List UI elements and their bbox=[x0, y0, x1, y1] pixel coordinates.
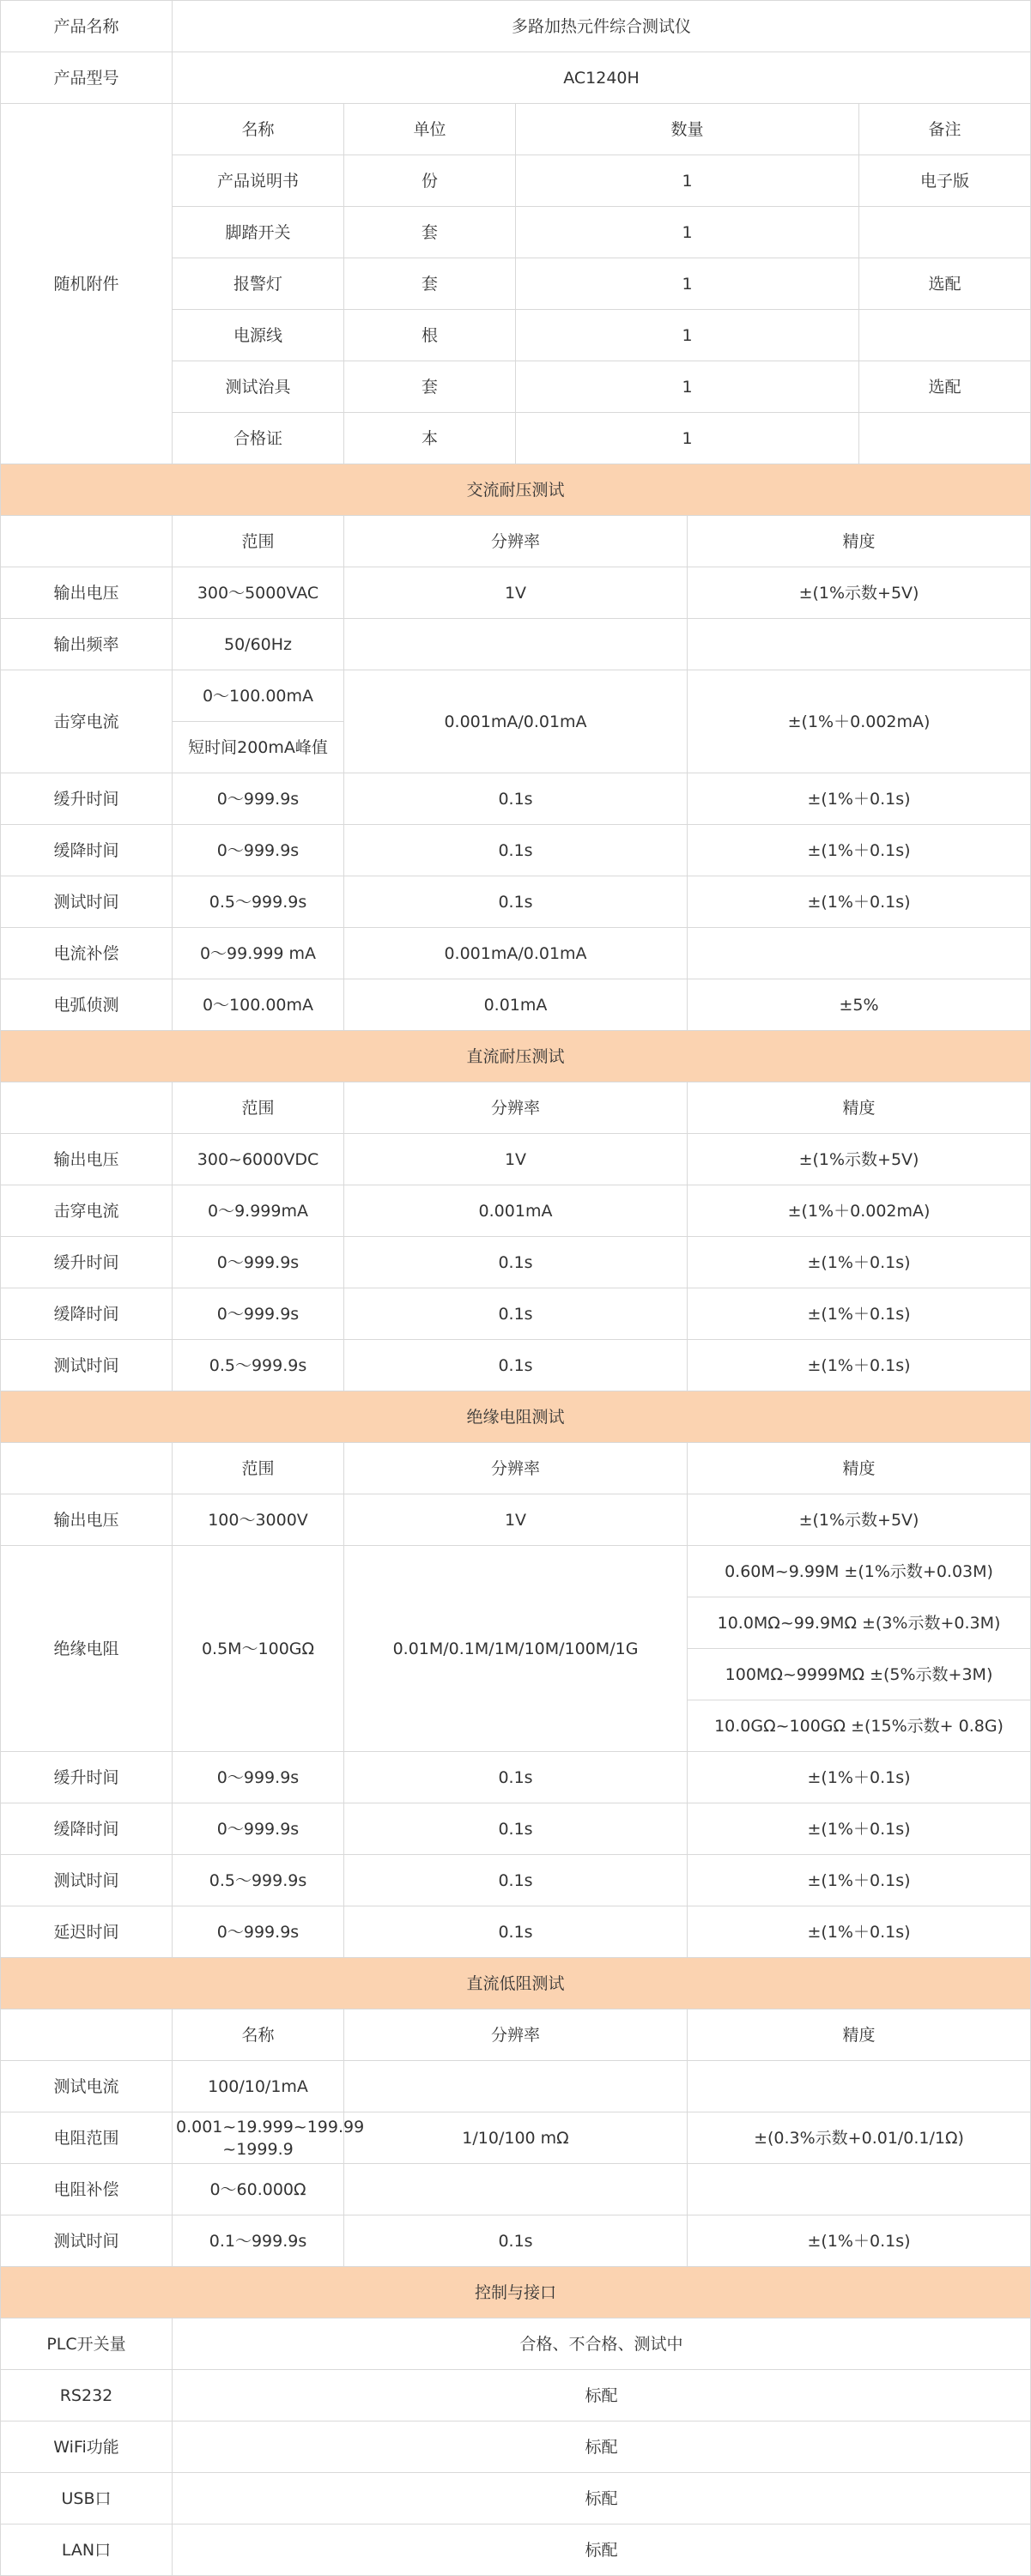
cell: 0～999.9s bbox=[173, 1288, 344, 1340]
cell: 标配 bbox=[173, 2370, 1031, 2421]
cell: 300~6000VDC bbox=[173, 1134, 344, 1185]
cell: 0.1s bbox=[344, 825, 688, 876]
cell: 10.0GΩ~100GΩ ±(15%示数+ 0.8G) bbox=[688, 1700, 1031, 1752]
table-row bbox=[1, 1546, 1031, 1597]
row-label: 输出电压 bbox=[1, 567, 173, 619]
row-label: USB口 bbox=[1, 2473, 173, 2524]
row-label: 输出频率 bbox=[1, 619, 173, 670]
column-header-row bbox=[1, 2009, 1031, 2061]
section-header-control bbox=[1, 2267, 1031, 2318]
cell: 0～100.00mA bbox=[173, 979, 344, 1031]
cell bbox=[1, 2009, 173, 2061]
cell: 报警灯 bbox=[173, 258, 344, 310]
cell bbox=[859, 207, 1031, 258]
cell: 标配 bbox=[173, 2524, 1031, 2576]
cell: ±(1%＋0.1s) bbox=[688, 1752, 1031, 1803]
section-header-dc-low-resistance bbox=[1, 1958, 1031, 2009]
cell: 套 bbox=[344, 361, 516, 413]
cell: 0.5M～100GΩ bbox=[173, 1546, 344, 1752]
row-label: WiFi功能 bbox=[1, 2421, 173, 2473]
cell: 短时间200mA峰值 bbox=[173, 722, 344, 773]
row-label: 测试时间 bbox=[1, 1340, 173, 1391]
row-label: 电流补偿 bbox=[1, 928, 173, 979]
cell: 0～999.9s bbox=[173, 825, 344, 876]
row-label: 输出电压 bbox=[1, 1134, 173, 1185]
cell: 1 bbox=[516, 155, 859, 207]
cell bbox=[344, 2061, 688, 2112]
table-row bbox=[1, 2112, 1031, 2164]
cell: 0.1s bbox=[344, 1237, 688, 1288]
product-name-row bbox=[1, 1, 1031, 52]
range-line: ~1999.9 bbox=[222, 2139, 294, 2159]
cell: 100～3000V bbox=[173, 1494, 344, 1546]
cell: ±(1%＋0.1s) bbox=[688, 1803, 1031, 1855]
row-label: 击穿电流 bbox=[1, 670, 173, 773]
cell: 0.001mA/0.01mA bbox=[344, 928, 688, 979]
cell: 0～999.9s bbox=[173, 1237, 344, 1288]
table-row bbox=[1, 2318, 1031, 2370]
cell: 根 bbox=[344, 310, 516, 361]
table-row bbox=[1, 1134, 1031, 1185]
table-row bbox=[1, 1494, 1031, 1546]
cell: ±(1%示数+5V) bbox=[688, 567, 1031, 619]
cell bbox=[859, 310, 1031, 361]
cell: 1 bbox=[516, 258, 859, 310]
cell: 0.1～999.9s bbox=[173, 2215, 344, 2267]
section-title: 控制与接口 bbox=[1, 2267, 1031, 2318]
cell: 1V bbox=[344, 1134, 688, 1185]
cell: 50/60Hz bbox=[173, 619, 344, 670]
column-header: 名称 bbox=[173, 104, 344, 155]
cell: ±(1%＋0.1s) bbox=[688, 773, 1031, 825]
table-row bbox=[1, 928, 1031, 979]
cell bbox=[173, 2112, 365, 2164]
cell: 0～999.9s bbox=[173, 1906, 344, 1958]
cell: ±5% bbox=[688, 979, 1031, 1031]
row-label: 绝缘电阻 bbox=[1, 1546, 173, 1752]
cell bbox=[344, 2164, 688, 2215]
cell bbox=[688, 928, 1031, 979]
row-label: 电阻范围 bbox=[1, 2112, 173, 2164]
row-label: 产品型号 bbox=[1, 52, 173, 104]
cell bbox=[1, 1443, 173, 1494]
cell: 300～5000VAC bbox=[173, 567, 344, 619]
cell: 0.5～999.9s bbox=[173, 876, 344, 928]
row-label: 缓升时间 bbox=[1, 773, 173, 825]
product-model-row bbox=[1, 52, 1031, 104]
row-label: 击穿电流 bbox=[1, 1185, 173, 1237]
column-header: 单位 bbox=[344, 104, 516, 155]
cell: 套 bbox=[344, 207, 516, 258]
table-row bbox=[1, 1185, 1031, 1237]
cell bbox=[688, 2164, 1031, 2215]
column-header: 精度 bbox=[688, 2009, 1031, 2061]
cell: ±(1%＋0.1s) bbox=[688, 1288, 1031, 1340]
cell: 0～999.9s bbox=[173, 773, 344, 825]
table-row bbox=[1, 2164, 1031, 2215]
cell: 脚踏开关 bbox=[173, 207, 344, 258]
cell: ±(1%＋0.1s) bbox=[688, 876, 1031, 928]
column-header: 数量 bbox=[516, 104, 859, 155]
section-title: 绝缘电阻测试 bbox=[1, 1391, 1031, 1443]
column-header-row bbox=[1, 1082, 1031, 1134]
section-title: 交流耐压测试 bbox=[1, 464, 1031, 516]
table-row bbox=[1, 1340, 1031, 1391]
row-label: 测试电流 bbox=[1, 2061, 173, 2112]
table-row bbox=[1, 2370, 1031, 2421]
row-label: 延迟时间 bbox=[1, 1906, 173, 1958]
cell: 合格证 bbox=[173, 413, 344, 464]
row-label: 缓升时间 bbox=[1, 1237, 173, 1288]
column-header: 分辨率 bbox=[344, 1082, 688, 1134]
product-name: 多路加热元件综合测试仪 bbox=[173, 1, 1031, 52]
cell: 0.1s bbox=[344, 876, 688, 928]
cell bbox=[688, 619, 1031, 670]
cell: 0～999.9s bbox=[173, 1803, 344, 1855]
cell: 1V bbox=[344, 1494, 688, 1546]
cell: 0～9.999mA bbox=[173, 1185, 344, 1237]
column-header: 分辨率 bbox=[344, 1443, 688, 1494]
table-row bbox=[1, 567, 1031, 619]
section-header-insulation bbox=[1, 1391, 1031, 1443]
column-header: 名称 bbox=[173, 2009, 344, 2061]
cell: ±(1%＋0.1s) bbox=[688, 1237, 1031, 1288]
cell: 0～100.00mA bbox=[173, 670, 344, 722]
column-header: 范围 bbox=[173, 516, 344, 567]
column-header-row bbox=[1, 1443, 1031, 1494]
table-row bbox=[1, 979, 1031, 1031]
cell: 0.01mA bbox=[344, 979, 688, 1031]
column-header: 范围 bbox=[173, 1082, 344, 1134]
cell: 测试治具 bbox=[173, 361, 344, 413]
cell bbox=[1, 1082, 173, 1134]
accessories-label: 随机附件 bbox=[1, 104, 173, 464]
column-header: 分辨率 bbox=[344, 2009, 688, 2061]
cell: ±(1%＋0.002mA) bbox=[688, 1185, 1031, 1237]
cell: 0.1s bbox=[344, 1803, 688, 1855]
cell: 0.1s bbox=[344, 1752, 688, 1803]
cell: 份 bbox=[344, 155, 516, 207]
row-label: 测试时间 bbox=[1, 1855, 173, 1906]
cell: 0.1s bbox=[344, 2215, 688, 2267]
row-label: 缓降时间 bbox=[1, 825, 173, 876]
cell: 选配 bbox=[859, 258, 1031, 310]
row-label: 缓降时间 bbox=[1, 1803, 173, 1855]
table-row bbox=[1, 2215, 1031, 2267]
cell bbox=[859, 413, 1031, 464]
table-row bbox=[1, 2061, 1031, 2112]
product-model: AC1240H bbox=[173, 52, 1031, 104]
cell: 0.1s bbox=[344, 1288, 688, 1340]
cell: 标配 bbox=[173, 2421, 1031, 2473]
cell: 1 bbox=[516, 361, 859, 413]
cell: 本 bbox=[344, 413, 516, 464]
cell: 0.01M/0.1M/1M/10M/100M/1G bbox=[344, 1546, 688, 1752]
cell: 0～999.9s bbox=[173, 1752, 344, 1803]
cell: 产品说明书 bbox=[173, 155, 344, 207]
table-row bbox=[1, 1906, 1031, 1958]
table-row bbox=[1, 825, 1031, 876]
cell: 电子版 bbox=[859, 155, 1031, 207]
cell bbox=[688, 2061, 1031, 2112]
column-header-row bbox=[1, 516, 1031, 567]
table-row bbox=[1, 1288, 1031, 1340]
table-row bbox=[1, 2421, 1031, 2473]
cell: ±(1%＋0.1s) bbox=[688, 1855, 1031, 1906]
row-label: 测试时间 bbox=[1, 2215, 173, 2267]
cell: 10.0MΩ~99.9MΩ ±(3%示数+0.3M) bbox=[688, 1597, 1031, 1649]
cell: 0～60.000Ω bbox=[173, 2164, 344, 2215]
range-line: 0.001~19.999~199.99 bbox=[176, 2117, 365, 2137]
cell: 0.001mA/0.01mA bbox=[344, 670, 688, 773]
table-row bbox=[1, 1237, 1031, 1288]
table-row bbox=[1, 2473, 1031, 2524]
cell: 1V bbox=[344, 567, 688, 619]
cell: ±(1%＋0.1s) bbox=[688, 825, 1031, 876]
cell: 0.1s bbox=[344, 1340, 688, 1391]
cell: 套 bbox=[344, 258, 516, 310]
cell: 选配 bbox=[859, 361, 1031, 413]
row-label: PLC开关量 bbox=[1, 2318, 173, 2370]
column-header: 分辨率 bbox=[344, 516, 688, 567]
table-row bbox=[1, 1752, 1031, 1803]
row-label: 电阻补偿 bbox=[1, 2164, 173, 2215]
cell: 合格、不合格、测试中 bbox=[173, 2318, 1031, 2370]
cell: 0.60M~9.99M ±(1%示数+0.03M) bbox=[688, 1546, 1031, 1597]
cell: 标配 bbox=[173, 2473, 1031, 2524]
cell: 0～99.999 mA bbox=[173, 928, 344, 979]
cell: ±(1%＋0.1s) bbox=[688, 2215, 1031, 2267]
column-header: 范围 bbox=[173, 1443, 344, 1494]
row-label: 缓升时间 bbox=[1, 1752, 173, 1803]
cell: 0.001mA bbox=[344, 1185, 688, 1237]
table-row bbox=[1, 670, 1031, 722]
cell: ±(1%＋0.1s) bbox=[688, 1340, 1031, 1391]
column-header: 备注 bbox=[859, 104, 1031, 155]
cell: ±(0.3%示数+0.01/0.1/1Ω) bbox=[688, 2112, 1031, 2164]
row-label: 测试时间 bbox=[1, 876, 173, 928]
column-header: 精度 bbox=[688, 1443, 1031, 1494]
table-row bbox=[1, 773, 1031, 825]
column-header: 精度 bbox=[688, 1082, 1031, 1134]
section-header-ac-withstand bbox=[1, 464, 1031, 516]
cell: 1 bbox=[516, 207, 859, 258]
cell: 0.1s bbox=[344, 1855, 688, 1906]
cell: 电源线 bbox=[173, 310, 344, 361]
cell: 1/10/100 mΩ bbox=[344, 2112, 688, 2164]
cell: ±(1%＋0.002mA) bbox=[688, 670, 1031, 773]
section-title: 直流耐压测试 bbox=[1, 1031, 1031, 1082]
cell: 0.1s bbox=[344, 773, 688, 825]
cell: 1 bbox=[516, 413, 859, 464]
section-header-dc-withstand bbox=[1, 1031, 1031, 1082]
cell: 0.5～999.9s bbox=[173, 1340, 344, 1391]
table-row bbox=[1, 876, 1031, 928]
column-header: 精度 bbox=[688, 516, 1031, 567]
cell: 100MΩ~9999MΩ ±(5%示数+3M) bbox=[688, 1649, 1031, 1700]
row-label: 产品名称 bbox=[1, 1, 173, 52]
row-label: 缓降时间 bbox=[1, 1288, 173, 1340]
section-title: 直流低阻测试 bbox=[1, 1958, 1031, 2009]
row-label: RS232 bbox=[1, 2370, 173, 2421]
table-row bbox=[1, 1855, 1031, 1906]
cell: 100/10/1mA bbox=[173, 2061, 344, 2112]
cell: 1 bbox=[516, 310, 859, 361]
row-label: LAN口 bbox=[1, 2524, 173, 2576]
table-row bbox=[1, 619, 1031, 670]
table-row bbox=[1, 2524, 1031, 2576]
row-label: 电弧侦测 bbox=[1, 979, 173, 1031]
cell: 0.5～999.9s bbox=[173, 1855, 344, 1906]
cell: ±(1%＋0.1s) bbox=[688, 1906, 1031, 1958]
cell: 0.1s bbox=[344, 1906, 688, 1958]
cell bbox=[1, 516, 173, 567]
row-label: 输出电压 bbox=[1, 1494, 173, 1546]
cell: ±(1%示数+5V) bbox=[688, 1134, 1031, 1185]
cell: ±(1%示数+5V) bbox=[688, 1494, 1031, 1546]
cell bbox=[344, 619, 688, 670]
table-row bbox=[1, 1803, 1031, 1855]
accessories-header-row bbox=[1, 104, 1031, 155]
